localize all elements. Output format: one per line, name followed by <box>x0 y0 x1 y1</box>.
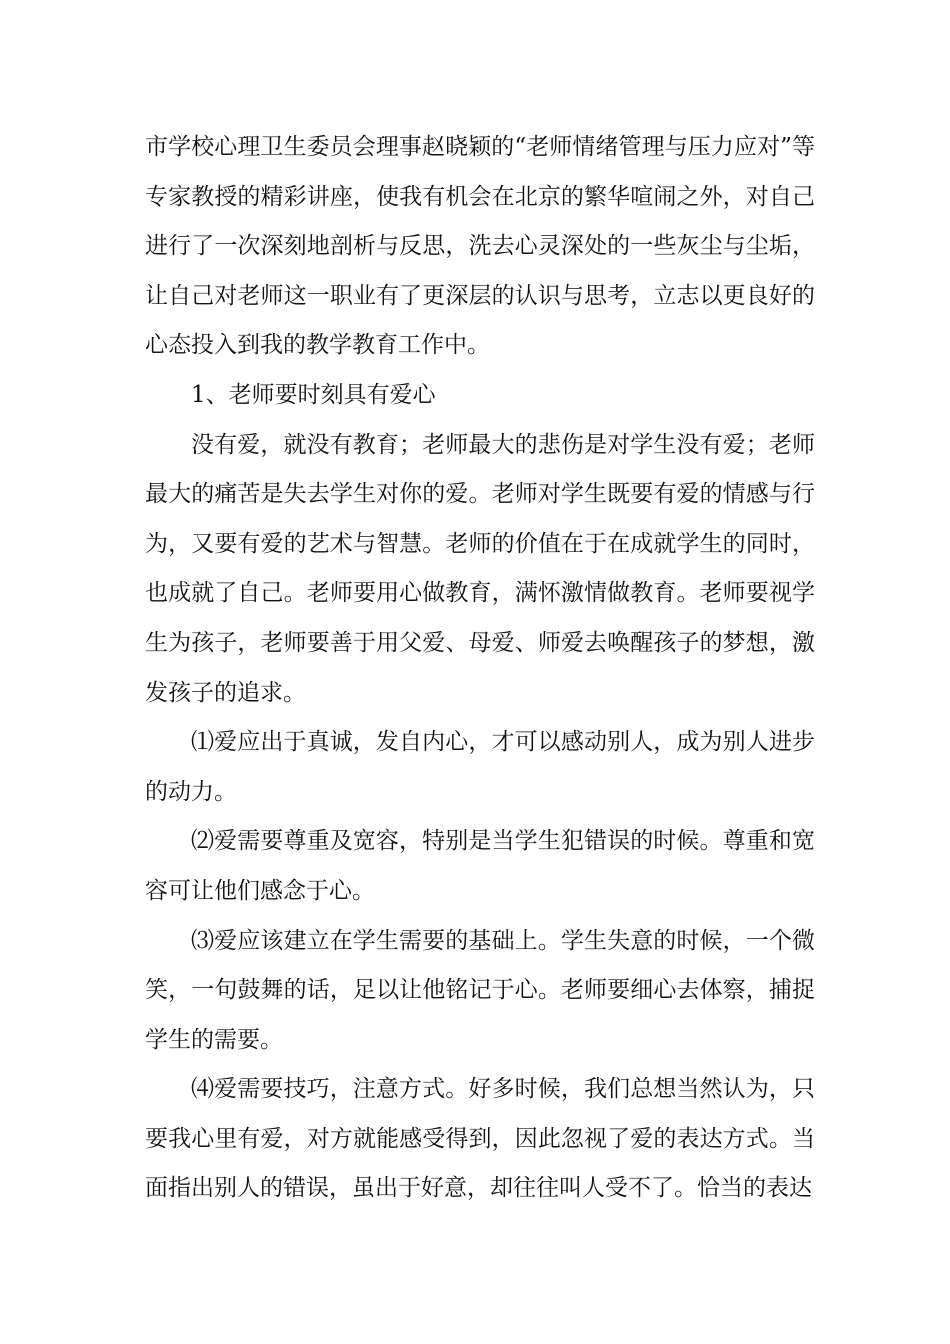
paragraph-intro-continuation: 市学校心理卫生委员会理事赵晓颖的“老师情绪管理与压力应对”等专家教授的精彩讲座，使我有机会在北京的繁华喧闹之外，对自己进行了一次深刻地剖析与反思，洗去心灵深处的一些灰尘与尘垢，让自己对老师这一职业有了更深层的认识与思考，立志以更良好的心态投入到我的教学教育工作中。 <box>145 134 815 359</box>
list-item-3-needs: ⑶爱应该建立在学生需要的基础上。学生失意的时候，一个微笑，一句鼓舞的话，足以让他铭记于心。老师要细心去体察，捕捉学生的需要。 <box>145 927 815 1053</box>
section-heading-love: 1、老师要时刻具有爱心 <box>191 381 436 408</box>
list-item-4-skills: ⑷爱需要技巧，注意方式。好多时候，我们总想当然认为，只要我心里有爱，对方就能感受得到，因此忽视了爱的表达方式。当面指出别人的错误，虽出于好意，却往往叫人受不了。恰当的表达 <box>145 1076 815 1202</box>
document-body <box>145 123 815 1214</box>
list-item-1-sincerity: ⑴爱应出于真诚，发自内心，才可以感动别人，成为别人进步的动力。 <box>145 729 815 805</box>
paragraph-love-education: 没有爱，就没有教育；老师最大的悲伤是对学生没有爱；老师最大的痛苦是失去学生对你的爱。老师对学生既要有爱的情感与行为，又要有爱的艺术与智慧。老师的价值在于在成就学生的同时，也成就了自己。老师要用心做教育，满怀激情做教育。老师要视学生为孩子，老师要善于用父爱、母爱、师爱去唤醒孩子的梦想，激发孩子的追求。 <box>145 431 815 706</box>
list-item-2-respect: ⑵爱需要尊重及宽容，特别是当学生犯错误的时候。尊重和宽容可让他们感念于心。 <box>145 828 815 904</box>
